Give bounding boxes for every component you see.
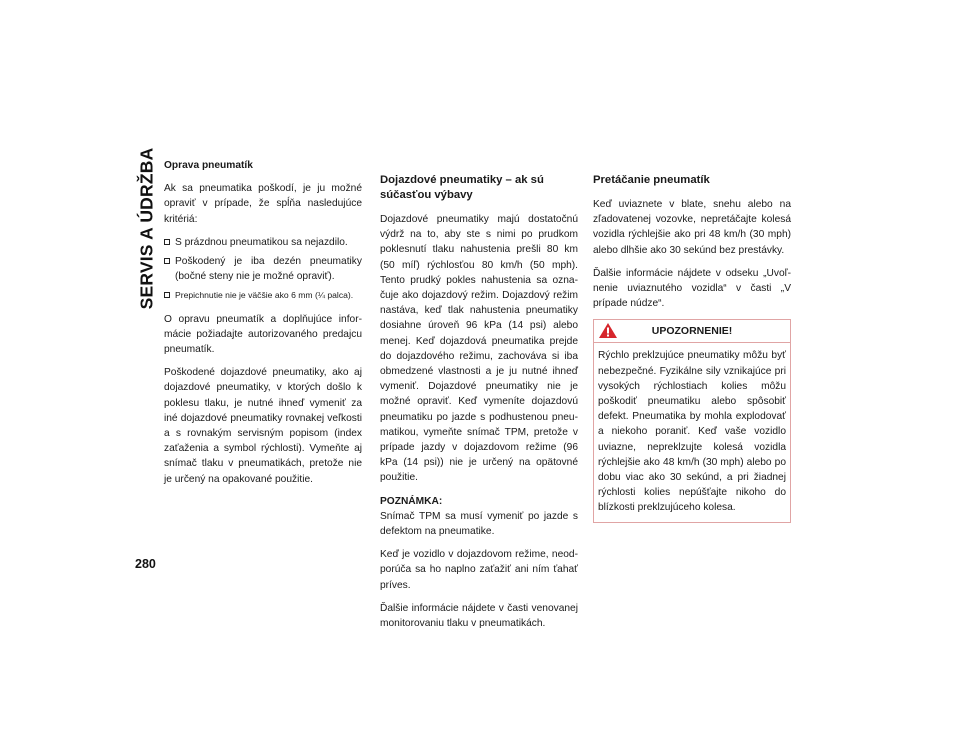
repair-criteria-list bbox=[164, 235, 362, 304]
warning-box bbox=[593, 319, 791, 522]
checkbox-bullet-icon bbox=[164, 239, 170, 245]
list-item: Poškodený je iba dezén pneumatiky (bočné steny nie je možné opraviť). bbox=[164, 254, 362, 284]
checkbox-bullet-icon bbox=[164, 292, 170, 298]
runflat-load-text: Keď je vozidlo v dojazdovom režime, neodporúča sa ho naplno zaťažiť ani ním ťahať príves. bbox=[380, 549, 578, 591]
spinning-more-info: Ďalšie informácie nájdete v odseku „Uvoľnenie uviaznutého vozidla“ v časti „V prípade núdze“. bbox=[593, 267, 791, 310]
column-1 bbox=[164, 158, 362, 495]
list-item: S prázdnou pneumatikou sa nejazdilo. bbox=[164, 235, 362, 250]
warning-body bbox=[594, 343, 790, 521]
tire-repair-subhead: Oprava pneumatík bbox=[164, 160, 253, 171]
runflat-more-info: Ďalšie informácie nájdete v časti venovanej monitorovaniu tlaku v pneumatikách. bbox=[380, 602, 578, 630]
repair-intro: Ak sa pneumatika poškodí, je ju možné opraviť v prípade, že spĺňa nasledujúce kritériá: bbox=[164, 183, 362, 225]
column-3 bbox=[593, 173, 791, 523]
list-item: Prepichnutie nie je väčšie ako 6 mm (¼ palca). bbox=[164, 288, 362, 303]
tire-spinning-heading: Pretáčanie pneumatík bbox=[593, 174, 710, 186]
runflat-description: Dojazdové pneumatiky majú dostatočnú výdrž na to, aby ste s nimi po prudkom poklesnutí tlaku nahustenia prešli 80 km (50 míľ) rýchlosťou 80 km/h (50 mph). Tento prudký pokles nahustenia sa označuje ako dojazdový režim. Dojazdový režim nastáva, keď tlak nahustenia pneumatiky dosiahne úroveň 96 kPa (14 psi) alebo menej. Keď dojazdová pneumatika prejde do dojazdového režimu, zachováva si iba obmedzené vlastnosti a je ju nutné ihneď vymeniť. Dojazdové pneumatiky nie je možné opraviť. Keď vymeníte dojazdovú pneumatiku po jazde s podhustenou pneumatikou, vymeňte snímač TPM, pretože v prípade jazdy v dojazdovom režime (96 kPa (14 psi)) nie je určený na opätovné použitie. bbox=[380, 214, 578, 484]
note-text: Snímač TPM sa musí vymeniť po jazde s defektom na pneumatike. bbox=[380, 510, 578, 538]
section-side-title bbox=[134, 147, 160, 309]
spinning-text: Keď uviaznete v blate, snehu alebo na zľadovatenej vozovke, nepretáčajte kolesá vozidla rýchlejšie ako pri 48 km/h (30 mph) alebo dlhšie ako 30 sekúnd bez prestávky. bbox=[593, 199, 791, 256]
repair-dealer-text: O opravu pneumatík a doplňujúce informácie požiadajte autorizovaného predajcu pneumatík. bbox=[164, 313, 362, 356]
checkbox-bullet-icon bbox=[164, 258, 170, 264]
runflat-replace-text: Poškodené dojazdové pneumatiky, ako aj dojazdové pneumatiky, v ktorých došlo k poklesu tlaku, je nutné ihneď vymeniť za iné dojazdové pneumatiky rovnakej veľkosti a s rovnakým servisným popisom (index zaťaženia a symbol rýchlosti). Vymeňte aj snímač tlaku v pneumatikách, pretože nie je určený na opakované použitie. bbox=[164, 367, 362, 485]
section-title-text: SERVIS A ÚDRŽBA bbox=[136, 147, 157, 309]
column-2 bbox=[380, 173, 578, 639]
runflat-heading: Dojazdové pneumatiky – ak sú súčasťou výbavy bbox=[380, 174, 544, 201]
warning-title: UPOZORNENIE! bbox=[651, 324, 733, 337]
warning-triangle-icon bbox=[598, 322, 618, 339]
warning-text: Rýchlo preklzujúce pneumatiky môžu byť nebezpečné. Fyzikálne sily vznikajúce pri vysokých rýchlostiach kolies môžu poškodiť pneumatiku alebo spôsobiť defekt. Pneumatika by mohla explodovať a niekoho poraniť. Keď vaše vozidlo uviazne, nepreklzujte kolesá vozidla rýchlejšie ako 48 km/h (30 mph) alebo po dobu viac ako 30 sekúnd, a pri žiadnej rýchlosti kolies nepúšťajte nikoho do blízkosti preklzujúceho kolesa. bbox=[598, 350, 786, 514]
warning-header bbox=[594, 320, 790, 343]
note-title: POZNÁMKA: bbox=[380, 495, 443, 507]
page-number: 280 bbox=[135, 557, 156, 571]
